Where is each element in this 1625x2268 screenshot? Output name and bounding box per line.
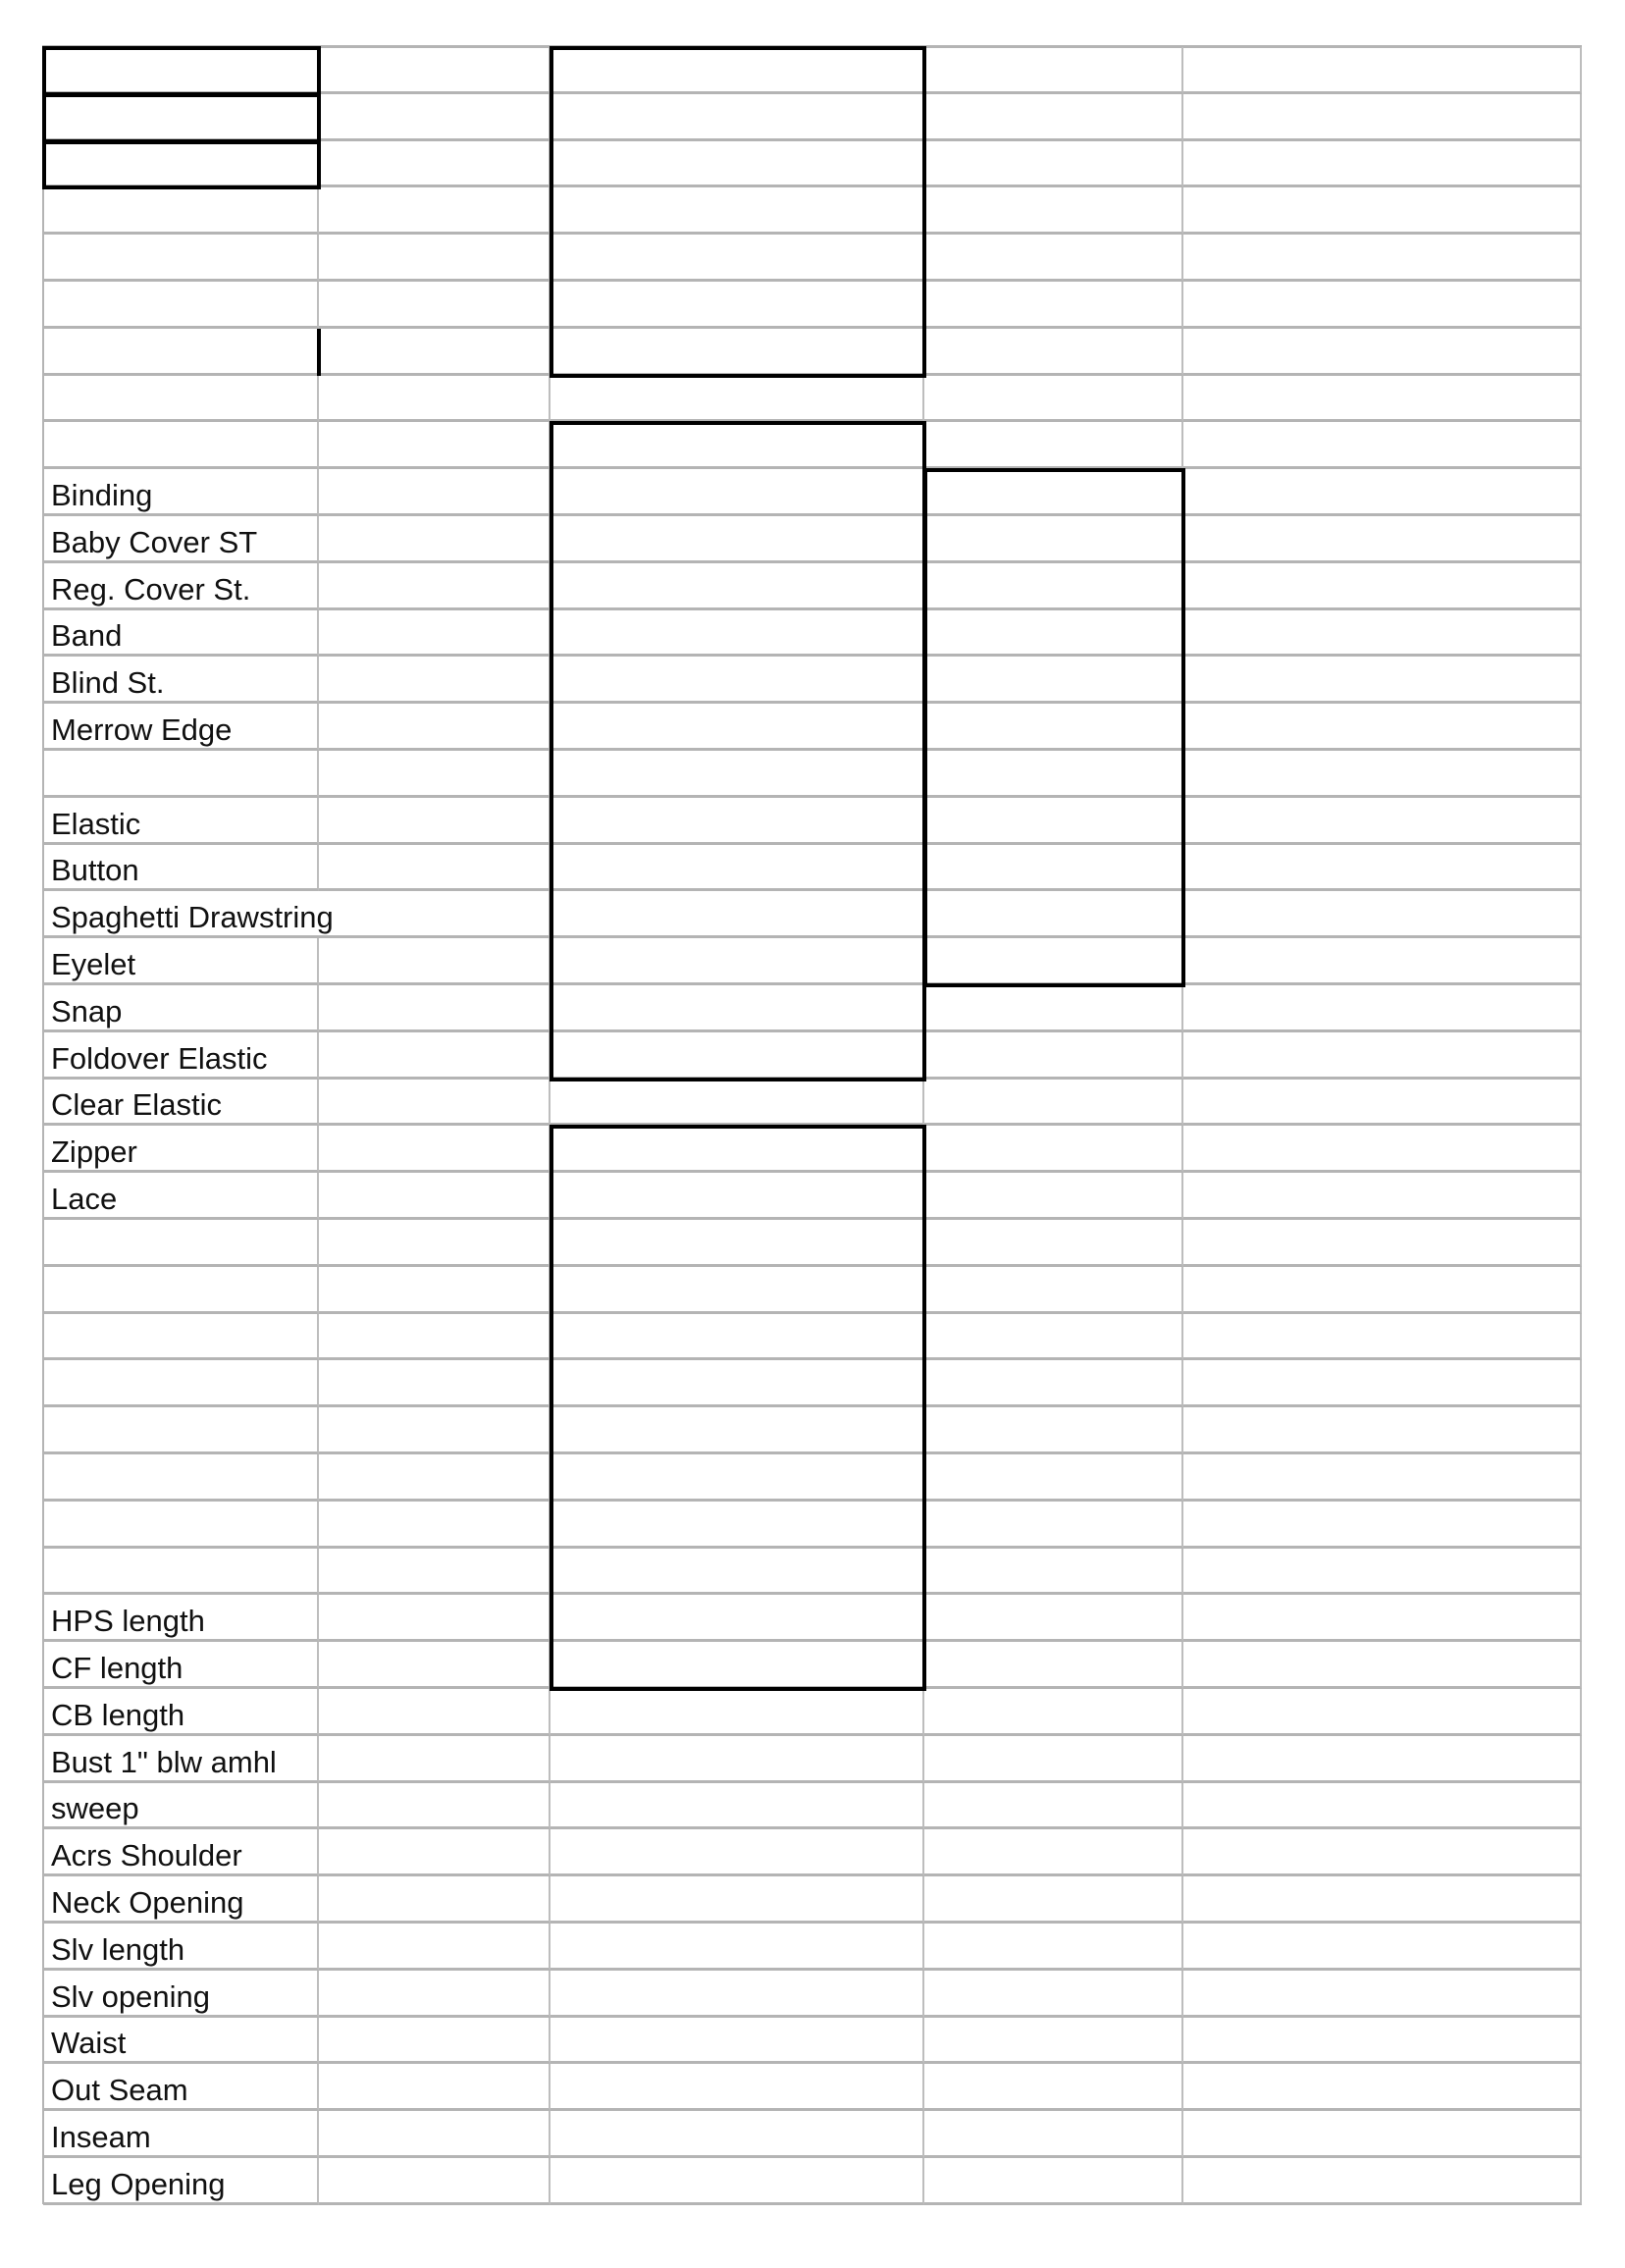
- row-label: Acrs Shoulder: [51, 1838, 242, 1873]
- value-cell[interactable]: [319, 94, 550, 141]
- value-cell[interactable]: [319, 891, 550, 938]
- value-cell[interactable]: [319, 610, 550, 658]
- row-label: Waist: [51, 2026, 127, 2061]
- value-cell[interactable]: [1183, 187, 1582, 235]
- value-cell[interactable]: [319, 1454, 550, 1502]
- value-cell[interactable]: [1183, 422, 1582, 469]
- value-cell[interactable]: [1183, 1689, 1582, 1736]
- value-cell[interactable]: [924, 1549, 1183, 1596]
- label-cell[interactable]: [43, 1407, 319, 1454]
- value-cell[interactable]: [924, 376, 1183, 423]
- label-cell[interactable]: [43, 1267, 319, 1314]
- value-cell[interactable]: [550, 1360, 924, 1407]
- value-cell[interactable]: [319, 657, 550, 704]
- label-cell[interactable]: [43, 1360, 319, 1407]
- value-cell[interactable]: [550, 141, 924, 188]
- label-cell[interactable]: [43, 1924, 319, 1971]
- value-cell[interactable]: [1183, 235, 1582, 282]
- value-cell[interactable]: [1183, 1267, 1582, 1314]
- value-cell[interactable]: [550, 469, 924, 516]
- value-cell[interactable]: [319, 422, 550, 469]
- value-cell[interactable]: [550, 1595, 924, 1642]
- value-cell[interactable]: [924, 47, 1183, 94]
- value-cell[interactable]: [319, 376, 550, 423]
- row-label: Clear Elastic: [51, 1087, 222, 1123]
- label-cell[interactable]: [43, 563, 319, 610]
- value-cell[interactable]: [1183, 1032, 1582, 1080]
- value-cell[interactable]: [550, 1783, 924, 1830]
- value-cell[interactable]: [319, 1173, 550, 1220]
- value-cell[interactable]: [319, 2158, 550, 2205]
- value-cell[interactable]: [924, 282, 1183, 329]
- label-cell[interactable]: [43, 938, 319, 985]
- value-cell[interactable]: [550, 891, 924, 938]
- value-cell[interactable]: [1183, 1829, 1582, 1876]
- value-cell[interactable]: [550, 1971, 924, 2018]
- value-cell[interactable]: [924, 1736, 1183, 1783]
- value-cell[interactable]: [550, 282, 924, 329]
- value-cell[interactable]: [319, 1549, 550, 1596]
- value-cell[interactable]: [1183, 1783, 1582, 1830]
- value-cell[interactable]: [1183, 1595, 1582, 1642]
- value-cell[interactable]: [319, 329, 550, 376]
- row-label: Slv length: [51, 1931, 185, 1967]
- value-cell[interactable]: [1183, 704, 1582, 751]
- value-cell[interactable]: [924, 2111, 1183, 2158]
- value-cell[interactable]: [319, 798, 550, 845]
- value-cell[interactable]: [924, 469, 1183, 516]
- row-label: Binding: [51, 477, 153, 512]
- row-label: Merrow Edge: [51, 712, 233, 747]
- value-cell[interactable]: [1183, 141, 1582, 188]
- value-cell[interactable]: [1183, 1314, 1582, 1361]
- value-cell[interactable]: [924, 2018, 1183, 2065]
- label-cell[interactable]: [43, 1829, 319, 1876]
- value-cell[interactable]: [924, 891, 1183, 938]
- value-cell[interactable]: [924, 1876, 1183, 1924]
- value-cell[interactable]: [924, 1924, 1183, 1971]
- value-cell[interactable]: [319, 704, 550, 751]
- label-cell[interactable]: [43, 282, 319, 329]
- label-cell[interactable]: [43, 235, 319, 282]
- value-cell[interactable]: [550, 329, 924, 376]
- value-cell[interactable]: [924, 1502, 1183, 1549]
- value-cell[interactable]: [1183, 376, 1582, 423]
- value-cell[interactable]: [319, 985, 550, 1032]
- value-cell[interactable]: [924, 798, 1183, 845]
- row-label: Zipper: [51, 1134, 137, 1170]
- value-cell[interactable]: [550, 751, 924, 798]
- value-cell[interactable]: [319, 187, 550, 235]
- value-cell[interactable]: [1183, 985, 1582, 1032]
- value-cell[interactable]: [1183, 1360, 1582, 1407]
- label-cell[interactable]: [43, 1314, 319, 1361]
- value-cell[interactable]: [319, 1220, 550, 1267]
- value-cell[interactable]: [319, 1080, 550, 1127]
- row-label: Bust 1" blw amhl: [51, 1744, 277, 1779]
- value-cell[interactable]: [924, 1080, 1183, 1127]
- label-cell[interactable]: [43, 1689, 319, 1736]
- value-cell[interactable]: [550, 1173, 924, 1220]
- value-cell[interactable]: [1183, 1642, 1582, 1689]
- value-cell[interactable]: [1183, 1924, 1582, 1971]
- value-cell[interactable]: [319, 1032, 550, 1080]
- row-label: HPS length: [51, 1604, 205, 1639]
- value-cell[interactable]: [319, 2018, 550, 2065]
- value-cell[interactable]: [319, 2064, 550, 2111]
- value-cell[interactable]: [924, 516, 1183, 563]
- value-cell[interactable]: [1183, 282, 1582, 329]
- value-cell[interactable]: [550, 187, 924, 235]
- value-cell[interactable]: [924, 1126, 1183, 1173]
- value-cell[interactable]: [550, 704, 924, 751]
- value-cell[interactable]: [319, 141, 550, 188]
- value-cell[interactable]: [550, 1220, 924, 1267]
- label-cell[interactable]: [43, 798, 319, 845]
- value-cell[interactable]: [550, 1736, 924, 1783]
- row-label: Inseam: [51, 2119, 151, 2154]
- label-cell[interactable]: [43, 141, 319, 188]
- row-label: Band: [51, 618, 123, 654]
- value-cell[interactable]: [1183, 610, 1582, 658]
- label-cell[interactable]: [43, 516, 319, 563]
- value-cell[interactable]: [550, 938, 924, 985]
- value-cell[interactable]: [924, 610, 1183, 658]
- value-cell[interactable]: [1183, 1971, 1582, 2018]
- value-cell[interactable]: [550, 376, 924, 423]
- value-cell[interactable]: [924, 657, 1183, 704]
- value-cell[interactable]: [1183, 798, 1582, 845]
- value-cell[interactable]: [924, 2064, 1183, 2111]
- label-cell[interactable]: [43, 1549, 319, 1596]
- value-cell[interactable]: [550, 47, 924, 94]
- label-cell[interactable]: [43, 1502, 319, 1549]
- value-cell[interactable]: [1183, 1173, 1582, 1220]
- label-cell[interactable]: [43, 187, 319, 235]
- value-cell[interactable]: [1183, 1220, 1582, 1267]
- value-cell[interactable]: [550, 94, 924, 141]
- value-cell[interactable]: [924, 1783, 1183, 1830]
- value-cell[interactable]: [319, 1642, 550, 1689]
- value-cell[interactable]: [319, 1783, 550, 1830]
- value-cell[interactable]: [550, 1126, 924, 1173]
- row-label: Blind St.: [51, 665, 165, 701]
- value-cell[interactable]: [550, 1454, 924, 1502]
- value-cell[interactable]: [319, 516, 550, 563]
- label-cell[interactable]: [43, 751, 319, 798]
- label-cell[interactable]: [43, 1783, 319, 1830]
- label-cell[interactable]: [43, 47, 319, 94]
- value-cell[interactable]: [319, 1126, 550, 1173]
- label-cell[interactable]: [43, 1032, 319, 1080]
- label-cell[interactable]: [43, 985, 319, 1032]
- value-cell[interactable]: [319, 1876, 550, 1924]
- value-cell[interactable]: [550, 1502, 924, 1549]
- value-cell[interactable]: [924, 1829, 1183, 1876]
- row-label: Neck Opening: [51, 1884, 244, 1920]
- value-cell[interactable]: [550, 422, 924, 469]
- value-cell[interactable]: [550, 1829, 924, 1876]
- value-cell[interactable]: [1183, 563, 1582, 610]
- value-cell[interactable]: [924, 1314, 1183, 1361]
- value-cell[interactable]: [550, 1689, 924, 1736]
- label-cell[interactable]: [43, 1080, 319, 1127]
- label-cell[interactable]: [43, 1454, 319, 1502]
- value-cell[interactable]: [1183, 469, 1582, 516]
- value-cell[interactable]: [319, 1267, 550, 1314]
- value-cell[interactable]: [1183, 1407, 1582, 1454]
- value-cell[interactable]: [924, 329, 1183, 376]
- value-cell[interactable]: [550, 516, 924, 563]
- label-cell[interactable]: [43, 376, 319, 423]
- value-cell[interactable]: [319, 1924, 550, 1971]
- value-cell[interactable]: [550, 1314, 924, 1361]
- label-cell[interactable]: [43, 1876, 319, 1924]
- row-label: Out Seam: [51, 2073, 188, 2108]
- value-cell[interactable]: [924, 751, 1183, 798]
- label-cell[interactable]: [43, 1595, 319, 1642]
- value-cell[interactable]: [550, 2158, 924, 2205]
- value-cell[interactable]: [1183, 516, 1582, 563]
- value-cell[interactable]: [924, 1642, 1183, 1689]
- value-cell[interactable]: [924, 1689, 1183, 1736]
- row-label: sweep: [51, 1791, 139, 1826]
- value-cell[interactable]: [319, 1971, 550, 2018]
- label-cell[interactable]: [43, 1971, 319, 2018]
- value-cell[interactable]: [924, 1454, 1183, 1502]
- value-cell[interactable]: [550, 1032, 924, 1080]
- value-cell[interactable]: [550, 2064, 924, 2111]
- value-cell[interactable]: [1183, 1080, 1582, 1127]
- row-label: Lace: [51, 1181, 118, 1216]
- value-cell[interactable]: [550, 610, 924, 658]
- value-cell[interactable]: [319, 1407, 550, 1454]
- row-label: Foldover Elastic: [51, 1040, 268, 1076]
- value-cell[interactable]: [1183, 1502, 1582, 1549]
- label-cell[interactable]: [43, 2111, 319, 2158]
- value-cell[interactable]: [319, 47, 550, 94]
- value-cell[interactable]: [924, 938, 1183, 985]
- value-cell[interactable]: [319, 1689, 550, 1736]
- label-cell[interactable]: [43, 657, 319, 704]
- label-cell[interactable]: [43, 610, 319, 658]
- value-cell[interactable]: [924, 1173, 1183, 1220]
- value-cell[interactable]: [1183, 94, 1582, 141]
- value-cell[interactable]: [924, 235, 1183, 282]
- label-cell[interactable]: [43, 2064, 319, 2111]
- row-label: Reg. Cover St.: [51, 571, 251, 607]
- label-cell[interactable]: [43, 94, 319, 141]
- value-cell[interactable]: [319, 2111, 550, 2158]
- value-cell[interactable]: [319, 1736, 550, 1783]
- value-cell[interactable]: [924, 985, 1183, 1032]
- value-cell[interactable]: [924, 422, 1183, 469]
- value-cell[interactable]: [1183, 657, 1582, 704]
- value-cell[interactable]: [319, 1502, 550, 1549]
- label-cell[interactable]: [43, 329, 319, 376]
- value-cell[interactable]: [1183, 329, 1582, 376]
- label-cell[interactable]: [43, 1173, 319, 1220]
- value-cell[interactable]: [319, 1829, 550, 1876]
- value-cell[interactable]: [1183, 2018, 1582, 2065]
- value-cell[interactable]: [550, 563, 924, 610]
- row-label: CB length: [51, 1697, 185, 1732]
- label-cell[interactable]: [43, 422, 319, 469]
- value-cell[interactable]: [1183, 47, 1582, 94]
- label-cell[interactable]: [43, 2018, 319, 2065]
- value-cell[interactable]: [924, 563, 1183, 610]
- row-label: Baby Cover ST: [51, 524, 258, 559]
- value-cell[interactable]: [319, 938, 550, 985]
- label-cell[interactable]: [43, 469, 319, 516]
- value-cell[interactable]: [550, 1080, 924, 1127]
- value-cell[interactable]: [319, 282, 550, 329]
- value-cell[interactable]: [550, 985, 924, 1032]
- value-cell[interactable]: [550, 2111, 924, 2158]
- value-cell[interactable]: [924, 187, 1183, 235]
- value-cell[interactable]: [550, 1924, 924, 1971]
- row-label: Slv opening: [51, 1978, 211, 2014]
- value-cell[interactable]: [1183, 2111, 1582, 2158]
- value-cell[interactable]: [319, 235, 550, 282]
- value-cell[interactable]: [319, 1360, 550, 1407]
- value-cell[interactable]: [1183, 1876, 1582, 1924]
- label-cell[interactable]: [43, 1736, 319, 1783]
- value-cell[interactable]: [319, 563, 550, 610]
- value-cell[interactable]: [550, 1549, 924, 1596]
- value-cell[interactable]: [924, 1407, 1183, 1454]
- row-label: Eyelet: [51, 946, 136, 981]
- value-cell[interactable]: [319, 751, 550, 798]
- label-cell[interactable]: [43, 704, 319, 751]
- value-cell[interactable]: [924, 845, 1183, 892]
- value-cell[interactable]: [1183, 1736, 1582, 1783]
- value-cell[interactable]: [550, 1407, 924, 1454]
- value-cell[interactable]: [550, 657, 924, 704]
- label-cell[interactable]: [43, 1642, 319, 1689]
- row-label: CF length: [51, 1650, 183, 1685]
- value-cell[interactable]: [319, 469, 550, 516]
- row-label: Leg Opening: [51, 2166, 226, 2201]
- value-cell[interactable]: [550, 2018, 924, 2065]
- value-cell[interactable]: [924, 1220, 1183, 1267]
- label-cell[interactable]: [43, 891, 334, 938]
- value-cell[interactable]: [550, 845, 924, 892]
- value-cell[interactable]: [550, 798, 924, 845]
- value-cell[interactable]: [924, 2158, 1183, 2205]
- value-cell[interactable]: [550, 235, 924, 282]
- value-cell[interactable]: [1183, 1549, 1582, 1596]
- value-cell[interactable]: [550, 1642, 924, 1689]
- value-cell[interactable]: [1183, 2064, 1582, 2111]
- row-label: Elastic: [51, 806, 141, 841]
- value-cell[interactable]: [924, 1032, 1183, 1080]
- value-cell[interactable]: [924, 141, 1183, 188]
- value-cell[interactable]: [550, 1267, 924, 1314]
- value-cell[interactable]: [924, 1595, 1183, 1642]
- label-cell[interactable]: [43, 1220, 319, 1267]
- value-cell[interactable]: [924, 1971, 1183, 2018]
- value-cell[interactable]: [924, 94, 1183, 141]
- row-label: Spaghetti Drawstring: [51, 900, 334, 935]
- value-cell[interactable]: [1183, 1126, 1582, 1173]
- label-cell[interactable]: [43, 2158, 319, 2205]
- value-cell[interactable]: [319, 1314, 550, 1361]
- label-cell[interactable]: [43, 1126, 319, 1173]
- value-cell[interactable]: [1183, 891, 1582, 938]
- value-cell[interactable]: [1183, 845, 1582, 892]
- value-cell[interactable]: [1183, 1454, 1582, 1502]
- row-label: Snap: [51, 993, 123, 1029]
- value-cell[interactable]: [319, 1595, 550, 1642]
- label-cell[interactable]: [43, 845, 319, 892]
- value-cell[interactable]: [924, 1267, 1183, 1314]
- row-label: Button: [51, 853, 139, 888]
- value-cell[interactable]: [924, 704, 1183, 751]
- value-cell[interactable]: [924, 1360, 1183, 1407]
- value-cell[interactable]: [319, 845, 550, 892]
- value-cell[interactable]: [1183, 2158, 1582, 2205]
- value-cell[interactable]: [1183, 751, 1582, 798]
- value-cell[interactable]: [550, 1876, 924, 1924]
- value-cell[interactable]: [1183, 938, 1582, 985]
